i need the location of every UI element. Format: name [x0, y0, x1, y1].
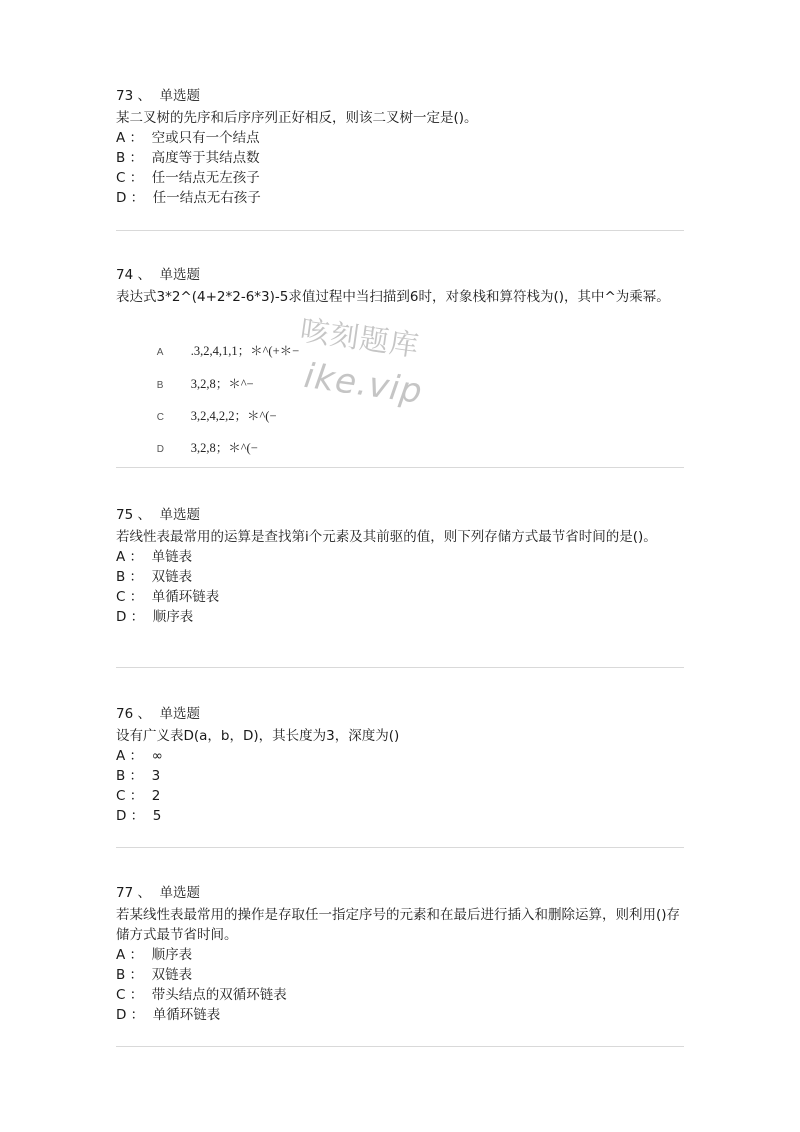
watermark-line2: ike.vip — [301, 355, 426, 413]
question-text: 某二叉树的先序和后序序列正好相反，则该二叉树一定是()。 — [116, 110, 478, 126]
question-header: 73 、 单选题 — [116, 88, 201, 104]
option-a: A ： 单链表 — [116, 549, 193, 565]
option-b: B ： 高度等于其结点数 — [116, 150, 260, 166]
option-a: A ： 空或只有一个结点 — [116, 130, 260, 146]
question-header: 76 、 单选题 — [116, 706, 201, 722]
option-d: D ： 顺序表 — [116, 609, 194, 625]
question-75 — [116, 505, 686, 627]
image-option-a — [116, 320, 300, 358]
question-text: 设有广义表D(a，b，D)，其长度为3，深度为() — [116, 728, 400, 744]
option-letter: D — [156, 444, 164, 455]
image-options — [116, 317, 686, 455]
option-letter: C — [156, 412, 164, 423]
image-option-b — [116, 353, 254, 391]
image-option-d — [116, 417, 258, 455]
divider — [116, 847, 684, 848]
question-text: 表达式3*2^(4+2*2-6*3)-5求值过程中当扫描到6时，对象栈和算符栈为()，其中^为乘幂。 — [116, 289, 670, 305]
question-text: 若线性表最常用的运算是查找第i个元素及其前驱的值，则下列存储方式最节省时间的是()。 — [116, 529, 657, 545]
option-letter: B — [156, 380, 164, 391]
option-c: C ： 2 — [116, 788, 161, 804]
option-text: 3,2,4,2,2；＊^(− — [190, 409, 277, 423]
option-b: B ： 双链表 — [116, 967, 193, 983]
option-text: 3,2,8；＊^− — [190, 377, 254, 391]
question-text: 若某线性表最常用的操作是存取任一指定序号的元素和在最后进行插入和删除运算，则利用()存储方式最节省时间。 — [116, 907, 681, 943]
option-a: A ： 顺序表 — [116, 947, 193, 963]
option-d: D ： 5 — [116, 808, 162, 824]
image-option-c — [116, 385, 277, 423]
option-b: B ： 3 — [116, 768, 161, 784]
divider — [116, 1046, 684, 1047]
option-letter: A — [156, 347, 164, 358]
question-header: 77 、 单选题 — [116, 885, 201, 901]
option-text: .3,2,4,1,1；＊^(+＊− — [190, 344, 300, 358]
option-d: D ： 单循环链表 — [116, 1007, 221, 1023]
question-73 — [116, 86, 686, 208]
option-d: D ： 任一结点无右孩子 — [116, 190, 261, 206]
question-header: 75 、 单选题 — [116, 507, 201, 523]
question-74 — [116, 265, 686, 455]
question-header: 74 、 单选题 — [116, 267, 201, 283]
option-c: C ： 带头结点的双循环链表 — [116, 987, 287, 1003]
option-c: C ： 单循环链表 — [116, 589, 220, 605]
watermark-line1: 咳刻题库 — [298, 312, 422, 364]
divider — [116, 230, 684, 231]
question-76 — [116, 704, 686, 826]
option-b: B ： 双链表 — [116, 569, 193, 585]
question-77 — [116, 883, 686, 1025]
divider — [116, 667, 684, 668]
divider — [116, 467, 684, 468]
option-c: C ： 任一结点无左孩子 — [116, 170, 260, 186]
option-text: 3,2,8；＊^(− — [190, 441, 258, 455]
option-a: A ： ∞ — [116, 748, 163, 764]
